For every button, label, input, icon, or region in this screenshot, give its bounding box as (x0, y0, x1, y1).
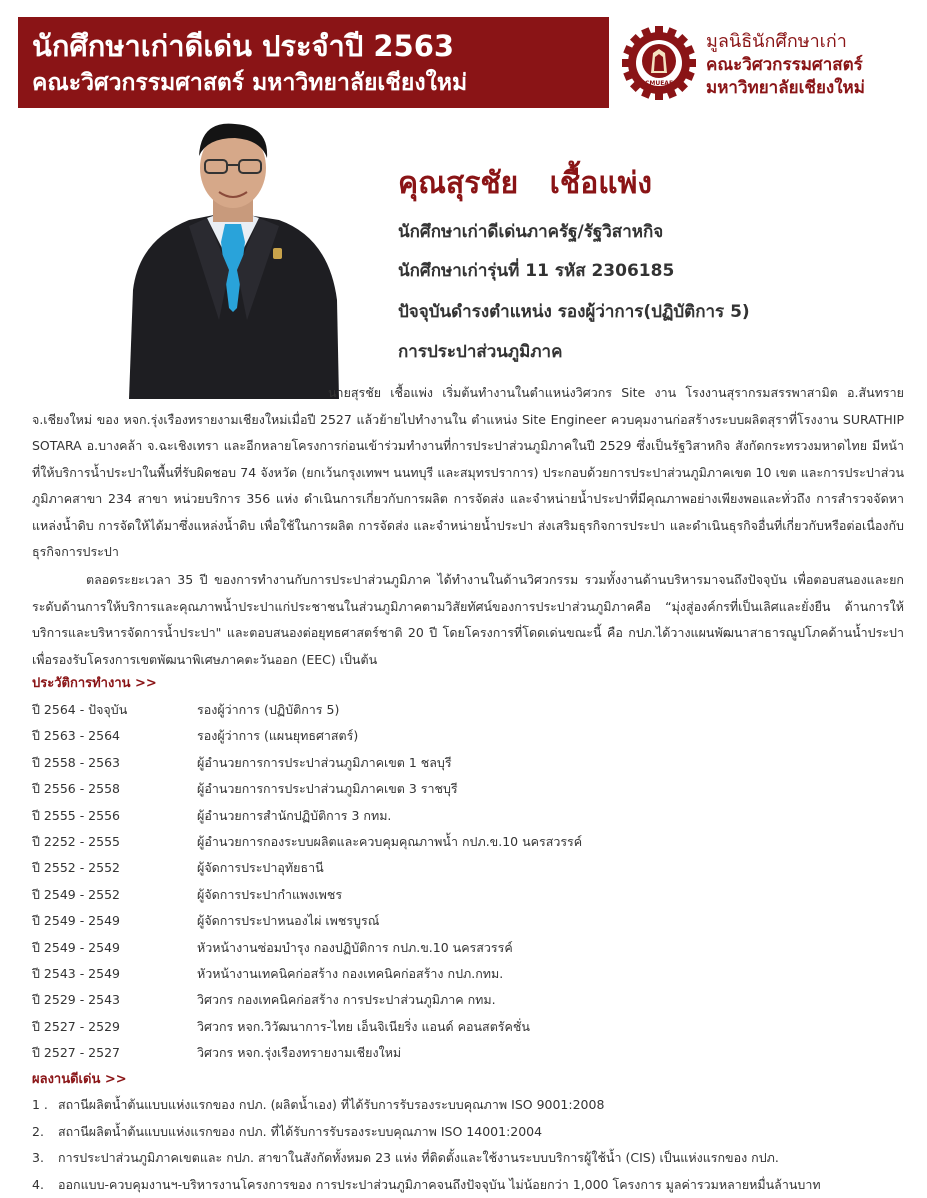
foundation-line-2: คณะวิศวกรรมศาสตร์ (706, 54, 865, 77)
career-years: ปี 2529 - 2543 (32, 987, 197, 1013)
honoree-name: คุณสุรชัย เชื้อแพ่ง (398, 160, 652, 207)
title-banner (18, 17, 609, 108)
foundation-name (706, 30, 865, 100)
achievement-text: การประปาส่วนภูมิภาคเขตและ กปภ. สาขาในสังกัดทั้งหมด 23 แห่ง ที่ติดตั้งและใช้งานระบบบริการผู้ใช้น้ำ (CIS) เป็นแห่งแรกของ กปภ. (58, 1150, 779, 1165)
career-row (32, 987, 582, 1013)
career-years: ปี 2549 - 2549 (32, 908, 197, 934)
career-row (32, 908, 582, 934)
achievements-list (32, 1092, 821, 1198)
class-id: นักศึกษาเก่ารุ่นที่ 11 รหัส 2306185 (398, 257, 674, 284)
career-years: ปี 2252 - 2555 (32, 829, 197, 855)
bio-paragraph-2 (32, 567, 904, 673)
career-years: ปี 2558 - 2563 (32, 750, 197, 776)
foundation-logo-icon (621, 25, 697, 101)
achievement-text: สถานีผลิตน้ำต้นแบบแห่งแรกของ กปภ. (ผลิตน้ำเอง) ที่ได้รับการรับรองระบบคุณภาพ ISO 9001:2008 (58, 1097, 604, 1112)
achievement-number: 3. (32, 1145, 58, 1172)
career-role: วิศวกร หจก.รุ่งเรืองทรายงามเชียงใหม่ (197, 1045, 401, 1060)
career-role: รองผู้ว่าการ (แผนยุทธศาสตร์) (197, 728, 358, 743)
career-row (32, 855, 582, 881)
career-role: รองผู้ว่าการ (ปฏิบัติการ 5) (197, 702, 339, 717)
career-row (32, 882, 582, 908)
banner-title: นักศึกษาเก่าดีเด่น ประจำปี 2563 (32, 27, 595, 65)
bio-text-1: นายสุรชัย เชื้อแพ่ง เริ่มต้นทำงานในตำแหน่งวิศวกร Site งาน โรงงานสุรากรมสรรพาสามิต อ.สันทราย จ.เชียงใหม่ ของ หจก.รุ่งเรืองทรายงามเชียงใหม่เมื่อปี 2527 แล้วย้ายไปทำงานใน ตำแหน่ง Site Engineer ควบคุมงานก่อสร้างระบบผลิตสุราที่โรงงาน SURATHIP SOTARA อ.บางคล้า จ.ฉะเชิงเทรา และอีกหลายโครงการก่อนเข้าร่วมทำงานที่การประปาส่วนภูมิภาคในปี 2529 ซึ่งเป็นรัฐวิสาหกิจ สังกัดกระทรวงมหาดไทย มีหน้าที่ให้บริการน้ำประปาในพื้นที่รับผิดชอบ 74 จังหวัด (ยกเว้นกรุงเทพฯ นนทบุรี และสมุทรปราการ) ประกอบด้วยการประปาส่วนภูมิภาคเขต 10 เขต และการประปาส่วนภูมิภาคสาขา 234 สาขา หน่วยบริการ 356 แห่ง ดำเนินการเกี่ยวกับการผลิต การจัดส่ง และจำหน่ายน้ำประปาที่มีคุณภาพอย่างเพียงพอและทั่วถึง การสำรวจจัดหาแหล่งน้ำดิบ การจัดให้ได้มาซึ่งแหล่งน้ำดิบ เพื่อใช้ในการผลิต การจัดส่ง และจำหน่ายน้ำประปา ส่งเสริมธุรกิจการประปา และดำเนินธุรกิจอื่นที่เกี่ยวกับหรือต่อเนื่องกับธุรกิจการประปา (32, 385, 904, 559)
achievement-item (32, 1145, 821, 1172)
foundation-line-3: มหาวิทยาลัยเชียงใหม่ (706, 77, 865, 100)
career-years: ปี 2556 - 2558 (32, 776, 197, 802)
career-list (32, 697, 582, 1066)
svg-text:CMUEAF: CMUEAF (645, 80, 673, 87)
career-role: ผู้อำนวยการสำนักปฏิบัติการ 3 กทม. (197, 808, 391, 823)
achievement-number: 1 . (32, 1092, 58, 1119)
career-years: ปี 2552 - 2552 (32, 855, 197, 881)
current-position: ปัจจุบันดำรงตำแหน่ง รองผู้ว่าการ(ปฏิบัติการ 5) (398, 298, 750, 325)
career-row (32, 750, 582, 776)
career-row (32, 697, 582, 723)
achievement-number: 2. (32, 1119, 58, 1146)
achievement-number: 4. (32, 1172, 58, 1198)
career-section-title: ประวัติการทำงาน >> (32, 672, 157, 693)
career-role: ผู้อำนวยการกองระบบผลิตและควบคุมคุณภาพน้ำ กปภ.ข.10 นครสวรรค์ (197, 834, 582, 849)
bio-paragraph-1 (32, 380, 904, 566)
career-row (32, 1040, 582, 1066)
career-role: วิศวกร กองเทคนิคก่อสร้าง การประปาส่วนภูมิภาค กทม. (197, 992, 496, 1007)
achievements-section-title: ผลงานดีเด่น >> (32, 1068, 127, 1089)
career-row (32, 803, 582, 829)
career-years: ปี 2549 - 2549 (32, 935, 197, 961)
career-role: ผู้อำนวยการการประปาส่วนภูมิภาคเขต 1 ชลบุรี (197, 755, 452, 770)
current-organization: การประปาส่วนภูมิภาค (398, 338, 562, 365)
achievement-item (32, 1119, 821, 1146)
career-row (32, 935, 582, 961)
career-years: ปี 2549 - 2552 (32, 882, 197, 908)
portrait-photo (129, 120, 339, 399)
career-role: วิศวกร หจก.วิวัฒนาการ-ไทย เอ็นจิเนียริ่ง แอนด์ คอนสตรัคชั่น (197, 1019, 530, 1034)
banner-subtitle: คณะวิศวกรรมศาสตร์ มหาวิทยาลัยเชียงใหม่ (32, 65, 595, 101)
achievement-text: สถานีผลิตน้ำต้นแบบแห่งแรกของ กปภ. ที่ได้รับการรับรองระบบคุณภาพ ISO 14001:2004 (58, 1124, 542, 1139)
bio-text-2: ตลอดระยะเวลา 35 ปี ของการทำงานกับการประปาส่วนภูมิภาค ได้ทำงานในด้านวิศวกรรม รวมทั้งงานด้านบริหารมาจนถึงปัจจุบัน เพื่อตอบสนองและยกระดับด้านการให้บริการและคุณภาพน้ำประปาแก่ประชาชนในส่วนภูมิภาคตามวิสัยทัศน์ของการประปาส่วนภูมิภาคคือ “มุ่งสู่องค์กรที่เป็นเลิศและยั่งยืน ด้านการให้บริการและบริหารจัดการน้ำประปา" และตอบสนองต่อยุทธศาสตร์ชาติ 20 ปี โดยโครงการที่โดดเด่นขณะนี้ คือ กปภ.ได้วางแผนพัฒนาสาธารณูปโภคด้านน้ำประปาเพื่อรองรับโครงการเขตพัฒนาพิเศษภาคตะวันออก (EEC) เป็นต้น (32, 572, 904, 667)
career-role: ผู้จัดการประปาหนองไผ่ เพชรบูรณ์ (197, 913, 379, 928)
career-row (32, 961, 582, 987)
career-role: ผู้อำนวยการการประปาส่วนภูมิภาคเขต 3 ราชบุรี (197, 781, 458, 796)
career-years: ปี 2527 - 2527 (32, 1040, 197, 1066)
foundation-line-1: มูลนิธินักศึกษาเก่า (706, 30, 865, 54)
career-years: ปี 2527 - 2529 (32, 1014, 197, 1040)
career-role: หัวหน้างานเทคนิคก่อสร้าง กองเทคนิคก่อสร้าง กปภ.กทม. (197, 966, 503, 981)
award-category: นักศึกษาเก่าดีเด่นภาครัฐ/รัฐวิสาหกิจ (398, 218, 663, 245)
career-role: ผู้จัดการประปากำแพงเพชร (197, 887, 342, 902)
career-row (32, 776, 582, 802)
career-row (32, 829, 582, 855)
career-role: หัวหน้างานซ่อมบำรุง กองปฏิบัติการ กปภ.ข.10 นครสวรรค์ (197, 940, 513, 955)
career-years: ปี 2543 - 2549 (32, 961, 197, 987)
career-years: ปี 2555 - 2556 (32, 803, 197, 829)
achievement-item (32, 1172, 821, 1198)
career-years: ปี 2564 - ปัจจุบัน (32, 697, 197, 723)
career-row (32, 723, 582, 749)
career-years: ปี 2563 - 2564 (32, 723, 197, 749)
career-role: ผู้จัดการประปาอุทัยธานี (197, 860, 324, 875)
achievement-text: ออกแบบ-ควบคุมงานฯ-บริหารงานโครงการของ การประปาส่วนภูมิภาคจนถึงปัจจุบัน ไม่น้อยกว่า 1,000 โครงการ มูลค่ารวมหลายหมื่นล้านบาท (58, 1177, 821, 1192)
achievement-item (32, 1092, 821, 1119)
career-row (32, 1014, 582, 1040)
